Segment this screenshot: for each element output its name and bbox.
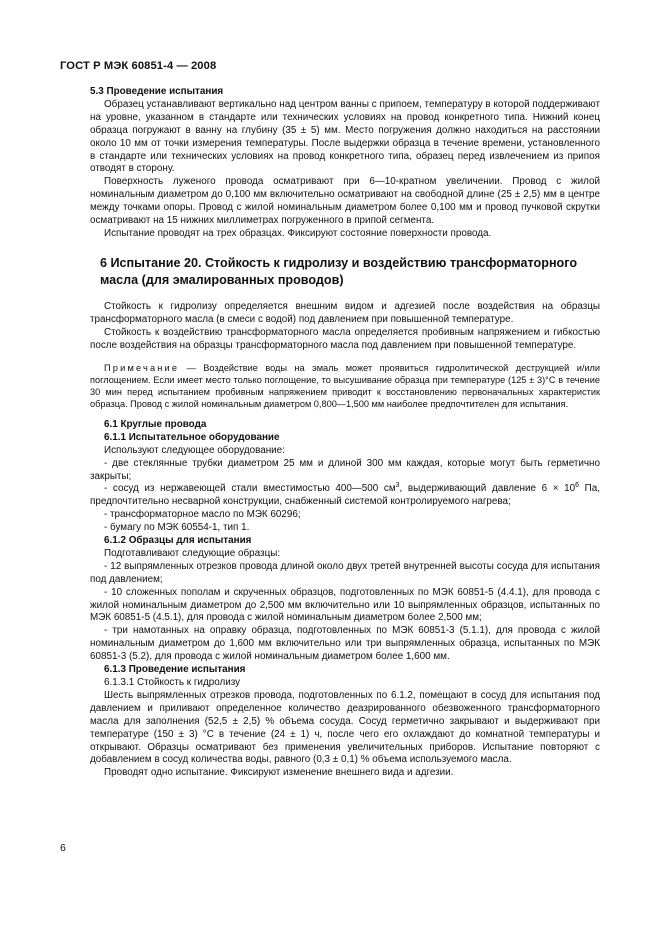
note-label: Примечание	[104, 362, 180, 373]
section-6-1-heading: 6.1 Круглые провода	[104, 418, 207, 430]
section-6-heading: 6 Испытание 20. Стойкость к гидролизу и воздействию трансформаторного масла (для эмалированных проводов)	[100, 255, 578, 287]
section-5-3-paragraph-1: Образец устанавливают вертикально над центром ванны с припоем, температуру в которой поддерживают на уровне, указанном в стандарте или технических условиях на провод конкретного типа. Нижний конец образца погружают в ванну на глубину (35 ± 5) мм. Место погружения должно находиться на расстоянии около 10 мм от точки измерения температуры. После выдержки образца в течение времени, установленного в стандарте или технических условиях на провод конкретного типа, образец перед извлечением из припоя отводят в сторону.	[90, 98, 600, 175]
section-6-1-2-heading: 6.1.2 Образцы для испытания	[104, 535, 252, 547]
document-header: ГОСТ Р МЭК 60851-4 — 2008	[60, 60, 217, 72]
section-6-paragraph-1: Стойкость к гидролизу определяется внешним видом и адгезией после воздействия на образцы трансформаторного масла (в смеси с водой) под давлением при повышенной температуре.	[90, 300, 600, 325]
section-6-1-1-intro: Используют следующее оборудование:	[104, 444, 285, 456]
section-6-1-3-1-paragraph-1: Шесть выпрямленных отрезков провода, подготовленных по 6.1.2, помещают в сосуд для испытания под давлением и приливают определенное количество деазрированного обезвоженного трансформаторного масла для заполнения (52,5 ± 2,5) % объема сосуда. Сосуд герметично закрывают и выдерживают при температуре (150 ± 3) °C в течение (24 ± 1) ч, после чего его охлаждают до комнатной температуры и открывают. Образцы осматривают без применения увеличительных приборов. Испытание повторяют с добавлением в сосуд количества воды, равного (0,3 ± 0,1) % объема используемого масла.	[90, 689, 600, 766]
document-body	[90, 86, 600, 780]
sample-item-mandrel: - три намотанных на оправку образца, подготовленных по МЭК 60851-3 (5.1.1), для провода с жилой номинальным диаметром до 1,600 мм включительно или три выпрямленных образца, испытанных по МЭК 60851-3 (5.2), для провода с жилой номинальным диаметром более 1,600 мм.	[90, 625, 600, 663]
equipment-item-oil: - трансформаторное масло по МЭК 60296;	[104, 509, 301, 521]
page-number: 6	[60, 842, 66, 854]
equipment-item-vessel: - сосуд из нержавеющей стали вместимостью 400—500 $см^3$, выдерживающий давление $6 \times 10^6$ Па, предпочтительно несварной конструкции, снабженный системой контролируемого нагрева;	[90, 482, 601, 508]
equipment-item-paper: - бумагу по МЭК 60554-1, тип 1.	[104, 522, 250, 534]
section-6-1-1-heading: 6.1.1 Испытательное оборудование	[104, 431, 280, 443]
note-text: — Воздействие воды на эмаль может проявиться гидролитической деструкцией и/или поглощением. Если имеет место только поглощение, то высушивание образца при температуре (125 ± 3)°C в течение 30 мин перед испытанием пробивным напряжением приводит к восстановлению первоначальных характеристик образца. Провод с жилой номинальным диаметром 0,800—1,500 мм наиболее предпочтителен для испытания.	[90, 362, 600, 409]
section-6-note	[90, 362, 600, 410]
section-5-3-paragraph-2: Поверхность луженого провода осматривают при 6—10-кратном увеличении. Провод с жилой номинальным диаметром до 0,100 мм включительно осматривают на свободной длине (25 ± 2,5) мм в центре между точками опоры. Провод с жилой номинальным диаметром более 0,100 мм и провод пучковой скрутки осматривают на 15 нижних миллиметрах погруженного в припой сегмента.	[90, 176, 600, 227]
sample-item-straight: - 12 выпрямленных отрезков провода длиной около двух третей внутренней высоты сосуда для испытания под давлением;	[90, 560, 600, 585]
section-6-1-3-heading: 6.1.3 Проведение испытания	[104, 664, 246, 676]
sample-item-twisted: - 10 сложенных пополам и скрученных образцов, подготовленных по МЭК 60851-5 (4.4.1), для провода с жилой номинальным диаметром до 2,500 мм включительно или 10 выпрямленных образцов, испытанных по МЭК 60851-5 (4.5.1), для провода с жилой номинальным диаметром более 2,500 мм;	[90, 586, 600, 624]
section-5-3-paragraph-3: Испытание проводят на трех образцах. Фиксируют состояние поверхности провода.	[104, 227, 492, 239]
section-6-paragraph-2: Стойкость к воздействию трансформаторного масла определяется пробивным напряжением и гибкостью после воздействия на образцы трансформаторного масла под давлением при повышенной температуре.	[90, 326, 600, 351]
section-6-1-3-1-heading: 6.1.3.1 Стойкость к гидролизу	[104, 677, 241, 688]
section-5-3-heading: 5.3 Проведение испытания	[90, 86, 224, 97]
section-6-1-2-intro: Подготавливают следующие образцы:	[104, 547, 281, 559]
equipment-item-tubes: - две стеклянные трубки диаметром 25 мм и длиной 300 мм каждая, которые могут быть герметично закрыты;	[90, 457, 600, 482]
section-6-1-3-1-paragraph-2: Проводят одно испытание. Фиксируют изменение внешнего вида и адгезии.	[104, 767, 454, 779]
